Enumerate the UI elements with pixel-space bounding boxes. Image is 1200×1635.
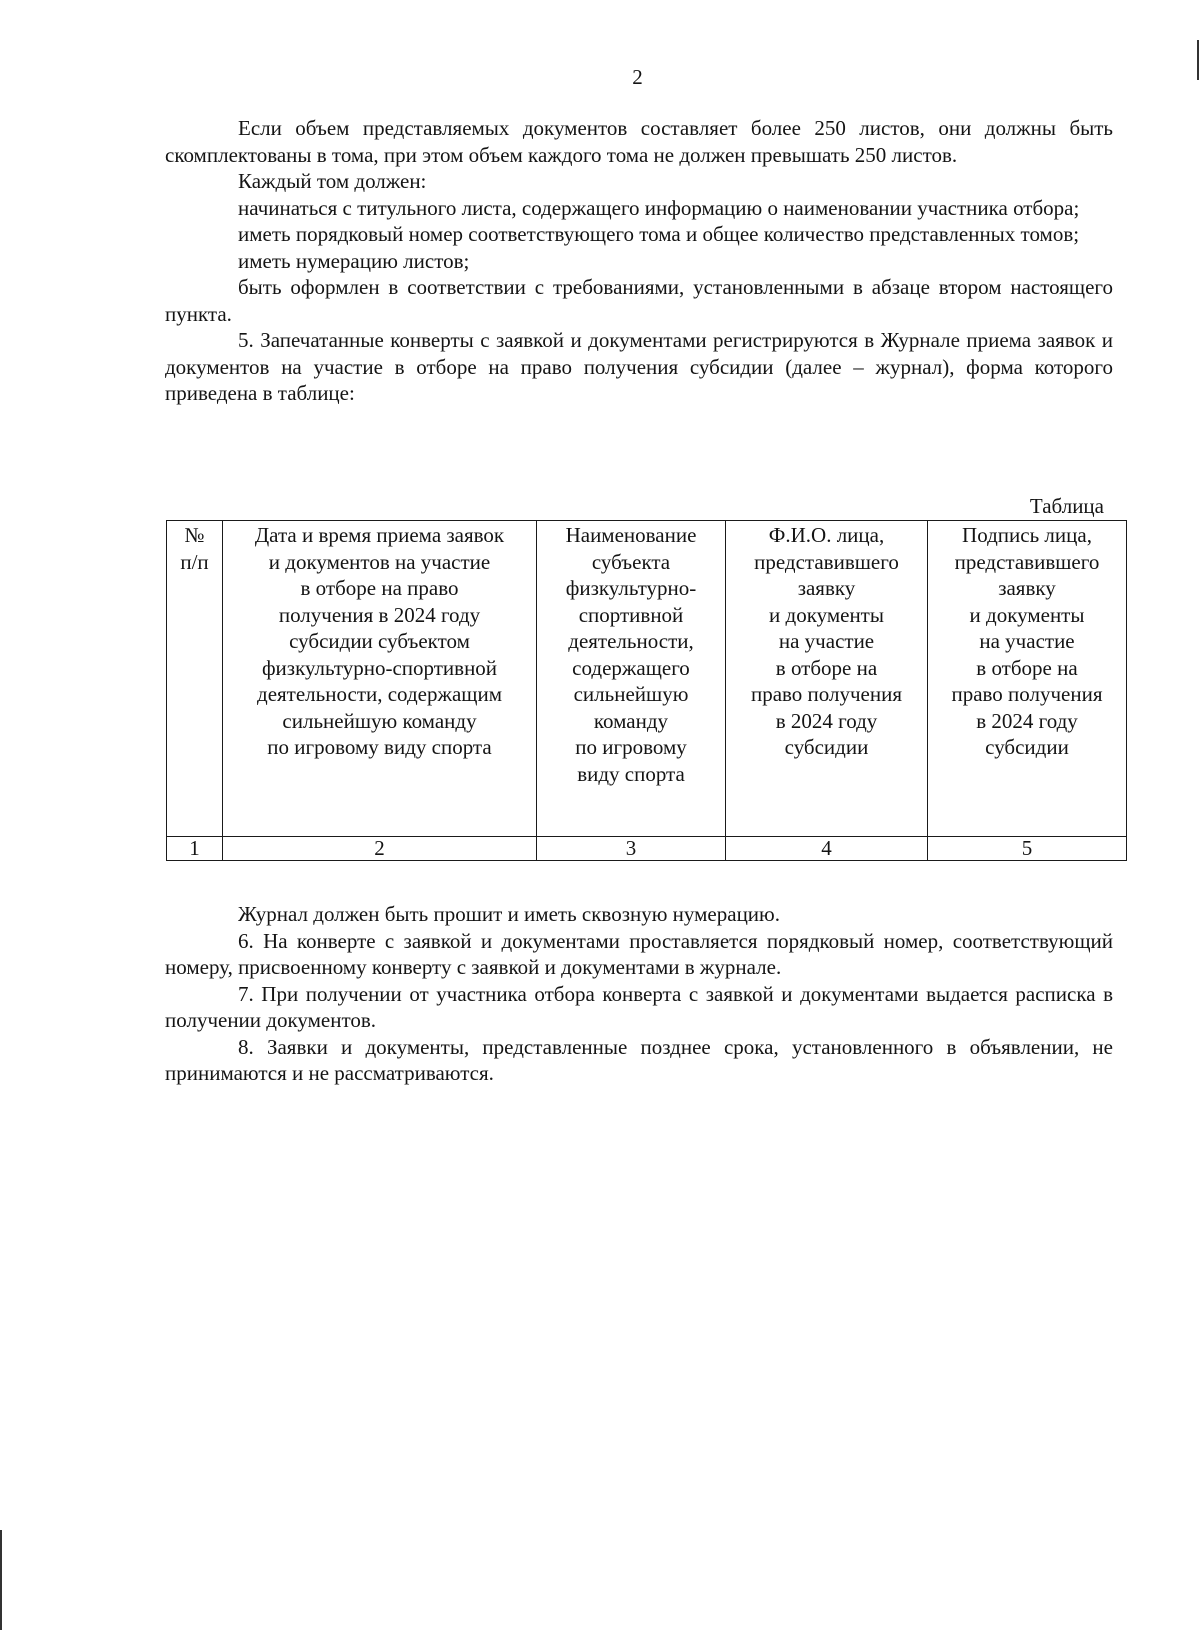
header-line: виду спорта	[577, 761, 685, 786]
header-line: по игровому виду спорта	[267, 735, 492, 759]
header-line: заявку	[797, 576, 856, 600]
header-line: и документы	[969, 602, 1085, 627]
header-line: субсидии	[784, 735, 869, 759]
column-number-cell: 2	[223, 837, 537, 861]
table-header-row	[167, 521, 1127, 837]
header-line: деятельности, содержащим	[257, 682, 502, 706]
header-line: команду	[593, 708, 669, 733]
column-number-cell: 1	[167, 837, 223, 861]
journal-form-table	[166, 520, 1127, 861]
header-line: Наименование	[565, 523, 697, 547]
column-number-cell: 5	[928, 837, 1127, 861]
header-line: сильнейшую	[573, 682, 689, 706]
paragraph: Каждый том должен:	[238, 169, 427, 193]
table-caption: Таблица	[1029, 494, 1104, 518]
paragraph: Журнал должен быть прошит и иметь сквозную нумерацию.	[238, 902, 780, 926]
header-line: физкультурно-	[565, 576, 697, 600]
header-line: физкультурно-спортивной	[261, 655, 498, 680]
paragraph: иметь нумерацию листов;	[238, 248, 470, 273]
header-line: в отборе на	[976, 655, 1078, 680]
paragraph: 5. Запечатанные конверты с заявкой и документами регистрируются в Журнале приема заявок и документов на участие в отборе на право получения субсидии (далее – журнал), форма которого приведена в таблице:	[165, 328, 1113, 405]
paragraph: иметь порядковый номер соответствующего тома и общее количество представленных томов;	[238, 222, 1080, 246]
header-line: Подпись лица,	[962, 523, 1092, 547]
header-line: представившего	[954, 549, 1100, 574]
header-line: получения в 2024 году	[278, 602, 481, 627]
paragraph: Если объем представляемых документов составляет более 250 листов, они должны быть скомплектованы в тома, при этом объем каждого тома не должен превышать 250 листов.	[165, 116, 1113, 167]
header-line: в отборе на	[775, 655, 878, 680]
header-cell-person-name	[726, 521, 928, 837]
header-line: заявку	[998, 576, 1056, 600]
header-line: субъекта	[591, 549, 671, 574]
header-line: в 2024 году	[976, 708, 1078, 733]
header-line: сильнейшую команду	[282, 708, 477, 733]
header-line: субсидии	[985, 735, 1069, 759]
header-cell-number	[167, 521, 223, 837]
page-number: 2	[632, 65, 643, 89]
header-cell-date-time	[223, 521, 537, 837]
header-line: право получения	[750, 682, 903, 706]
header-line: право получения	[951, 682, 1103, 706]
column-number-cell: 4	[726, 837, 928, 861]
header-line: и документов на участие	[268, 549, 491, 574]
header-line: п/п	[180, 549, 209, 574]
body-text-bottom	[165, 901, 1113, 1087]
header-line: спортивной	[578, 602, 684, 627]
header-line: представившего	[754, 549, 899, 574]
header-line: в отборе на право	[300, 576, 459, 600]
table-column-numbers-row	[167, 837, 1127, 861]
header-line: Дата и время приема заявок	[254, 523, 505, 547]
paragraph: начинаться с титульного листа, содержащего информацию о наименовании участника отбора;	[238, 195, 1080, 220]
paragraph: 8. Заявки и документы, представленные позднее срока, установленного в объявлении, не принимаются и не рассматриваются.	[165, 1034, 1113, 1085]
header-line: Ф.И.О. лица,	[768, 523, 885, 547]
header-line: субсидии субъектом	[289, 629, 470, 653]
header-line: деятельности,	[568, 629, 694, 653]
paragraph: быть оформлен в соответствии с требованиями, установленными в абзаце втором настоящего пункта.	[165, 275, 1113, 326]
header-line: на участие	[979, 629, 1075, 653]
header-line: и документы	[769, 602, 884, 627]
column-number-cell: 3	[537, 837, 726, 861]
paragraph: 6. На конверте с заявкой и документами проставляется порядковый номер, соответствующий номеру, присвоенному конверту с заявкой и документами в журнале.	[165, 928, 1113, 979]
header-cell-entity-name	[537, 521, 726, 837]
header-line: по игровому	[575, 735, 687, 759]
scan-edge-mark	[1197, 40, 1199, 80]
body-text-top	[165, 115, 1113, 407]
header-line: содержащего	[572, 655, 690, 680]
header-cell-signature	[928, 521, 1127, 837]
header-line: на участие	[778, 629, 875, 653]
header-line: №	[184, 523, 205, 547]
header-line: в 2024 году	[775, 708, 878, 733]
paragraph: 7. При получении от участника отбора конверта с заявкой и документами выдается расписка в получении документов.	[165, 981, 1113, 1032]
scan-edge-mark	[0, 1530, 2, 1630]
